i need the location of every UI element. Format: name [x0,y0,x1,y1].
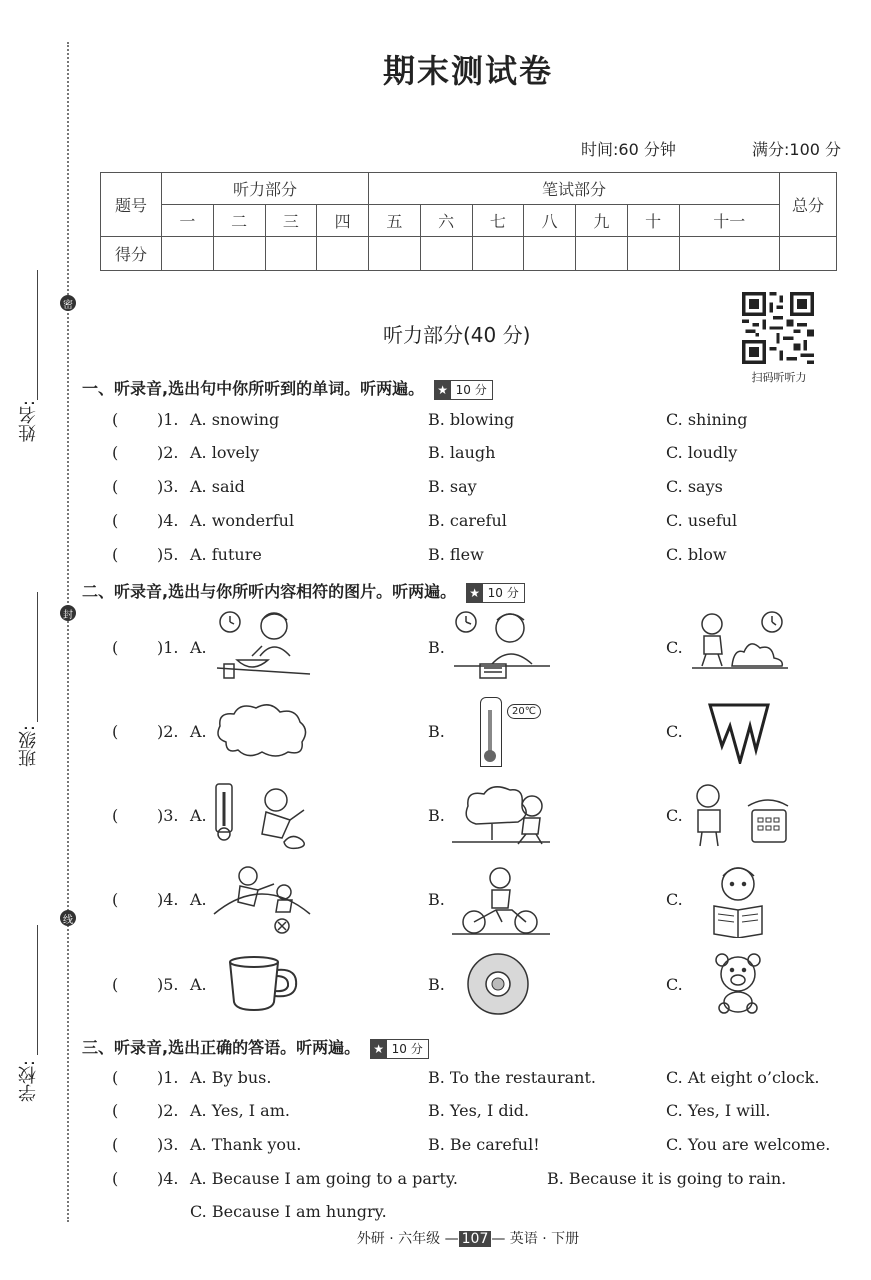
option-b: B. careful [428,511,507,530]
option-c: C. [666,806,683,825]
section1-title [82,376,493,400]
answer-bracket[interactable]: ( [112,1068,119,1087]
q-number: 三 [265,205,317,237]
option-c: C. Yes, I will. [666,1101,771,1120]
answer-bracket[interactable]: ( [112,638,119,657]
mercury-column [488,710,492,752]
section2-title-text: 二、听录音,选出与你所听内容相符的图片。听两遍。 [82,582,457,601]
boy-on-telephone-icon [690,780,790,850]
option-c: C. At eight o’clock. [666,1068,820,1087]
answer-bracket[interactable]: ( [112,410,119,429]
writing-header: 笔试部分 [369,173,780,205]
option-b: B. [428,890,445,909]
score-cell[interactable] [524,237,576,271]
boy-walking-in-park-icon [692,608,790,672]
total-header: 总分 [780,173,837,237]
name-label: 姓名: [18,400,39,443]
windy-park-girl-icon [452,780,552,850]
boy-reading-book-icon [708,862,768,938]
cloud-icon [212,700,312,760]
option-a: A. Because I am going to a party. [190,1169,458,1188]
row-header: 题号 [101,173,162,237]
option-a: A. snowing [190,410,280,429]
option-c: C. blow [666,545,727,564]
option-c: C. [666,975,683,994]
score-cell[interactable] [420,237,472,271]
score-cell[interactable] [627,237,679,271]
school-label: 学校: [18,1060,39,1103]
section3-points-badge [370,1039,429,1059]
option-b: B. blowing [428,410,515,429]
score-table [100,172,837,271]
section3-title [82,1035,429,1059]
item-number: )3. [157,477,179,496]
section2-points-badge [466,583,525,603]
option-b: B. [428,975,445,994]
points-text: 10 分 [455,383,487,397]
section1-points-badge [434,380,493,400]
school-write-line [37,925,38,1055]
q-number: 十一 [679,205,780,237]
option-c: C. [666,890,683,909]
item-number: )2. [157,722,179,741]
item-number: )5. [157,545,179,564]
option-c: C. Because I am hungry. [190,1202,387,1221]
item-number: )2. [157,1101,179,1120]
star-icon: ★ [467,584,483,602]
listening-header: 听力部分 [162,173,369,205]
option-a: A. By bus. [190,1068,272,1087]
temperature-bubble: 20℃ [507,704,541,719]
score-cell[interactable] [576,237,628,271]
boy-eating-breakfast-icon [212,608,312,680]
score-cell[interactable] [679,237,780,271]
item-number: )4. [157,1169,179,1188]
name-write-line [37,270,38,400]
q-number: 十 [627,205,679,237]
page-title: 期末测试卷 [382,52,553,90]
q-number: 一 [162,205,214,237]
answer-bracket[interactable]: ( [112,806,119,825]
item-number: )5. [157,975,179,994]
answer-bracket[interactable]: ( [112,1135,119,1154]
teddy-bear-icon [712,952,764,1014]
score-cell[interactable] [213,237,265,271]
item-number: )4. [157,890,179,909]
item-number: )3. [157,1135,179,1154]
option-c: C. useful [666,511,738,530]
class-write-line [37,592,38,722]
score-row-label: 得分 [101,237,162,271]
item-number: )1. [157,1068,179,1087]
points-text: 10 分 [487,586,519,600]
kids-playing-football-icon [212,864,312,936]
option-a: A. [190,975,207,994]
item-number: )3. [157,806,179,825]
score-cell[interactable] [780,237,837,271]
cup-icon [226,954,302,1014]
class-label: 班级: [18,725,39,768]
boy-riding-bike-icon [452,866,552,936]
score-cell[interactable] [472,237,524,271]
option-c: C. shining [666,410,748,429]
option-b: B. say [428,477,477,496]
option-b: B. [428,722,445,741]
star-icon: ★ [371,1040,387,1058]
option-b: B. [428,638,445,657]
option-a: A. [190,638,207,657]
section1-title-text: 一、听录音,选出句中你所听到的单词。听两遍。 [82,379,425,398]
option-a: A. said [190,477,245,496]
score-cell[interactable] [265,237,317,271]
item-number: )1. [157,638,179,657]
footer-right: — 英语 · 下册 [491,1231,580,1247]
answer-bracket[interactable]: ( [112,545,119,564]
seal-feng: 封 [60,605,76,621]
binding-dotted-line [67,42,69,1222]
boy-doing-homework-icon [452,608,552,680]
option-b: B. Because it is going to rain. [547,1169,787,1188]
section2-title [82,579,525,603]
q-number: 二 [213,205,265,237]
option-b: B. [428,806,445,825]
item-number: )4. [157,511,179,530]
time-label: 时间:60 分钟 [581,140,676,159]
option-b: B. To the restaurant. [428,1068,596,1087]
full-score-label: 满分:100 分 [752,140,842,159]
seal-mi: 密 [60,295,76,311]
option-b: B. Be careful! [428,1135,540,1154]
q-number: 四 [317,205,369,237]
item-number: )2. [157,443,179,462]
q-number: 九 [576,205,628,237]
listening-part-title: 听力部分(40 分) [383,323,531,347]
qr-code-icon[interactable] [742,292,814,364]
option-a: A. Yes, I am. [190,1101,290,1120]
option-b: B. laugh [428,443,496,462]
option-b: B. Yes, I did. [428,1101,530,1120]
score-cell[interactable] [369,237,421,271]
option-a: A. future [190,545,262,564]
option-a: A. Thank you. [190,1135,302,1154]
answer-bracket[interactable]: ( [112,975,119,994]
qr-label: 扫码听听力 [751,371,807,384]
option-c: C. You are welcome. [666,1135,831,1154]
icicle-icon [708,702,770,764]
points-text: 10 分 [391,1042,423,1056]
option-a: A. [190,890,207,909]
seal-xian: 线 [60,910,76,926]
answer-bracket[interactable]: ( [112,511,119,530]
page-number: 107 [459,1231,492,1247]
option-c: C. loudly [666,443,738,462]
option-c: C. [666,638,683,657]
score-cell[interactable] [317,237,369,271]
option-a: A. lovely [190,443,260,462]
option-a: A. [190,722,207,741]
page-footer [0,1228,871,1248]
answer-bracket[interactable]: ( [112,1169,119,1188]
thermometer-bulb [484,750,496,762]
answer-bracket[interactable]: ( [112,443,119,462]
star-icon: ★ [435,381,451,399]
q-number: 六 [420,205,472,237]
item-number: )1. [157,410,179,429]
answer-bracket[interactable]: ( [112,477,119,496]
cd-disc-icon [466,952,530,1016]
answer-bracket[interactable]: ( [112,722,119,741]
option-a: A. [190,806,207,825]
answer-bracket[interactable]: ( [112,1101,119,1120]
answer-bracket[interactable]: ( [112,890,119,909]
option-b: B. flew [428,545,484,564]
section3-title-text: 三、听录音,选出正确的答语。听两遍。 [82,1038,361,1057]
q-number: 五 [369,205,421,237]
option-c: C. says [666,477,723,496]
q-number: 八 [524,205,576,237]
option-c: C. [666,722,683,741]
thermometer-icon [480,697,502,767]
hot-weather-girl-icon [212,780,312,850]
score-cell[interactable] [162,237,214,271]
q-number: 七 [472,205,524,237]
footer-left: 外研 · 六年级 — [356,1231,459,1247]
option-a: A. wonderful [190,511,295,530]
